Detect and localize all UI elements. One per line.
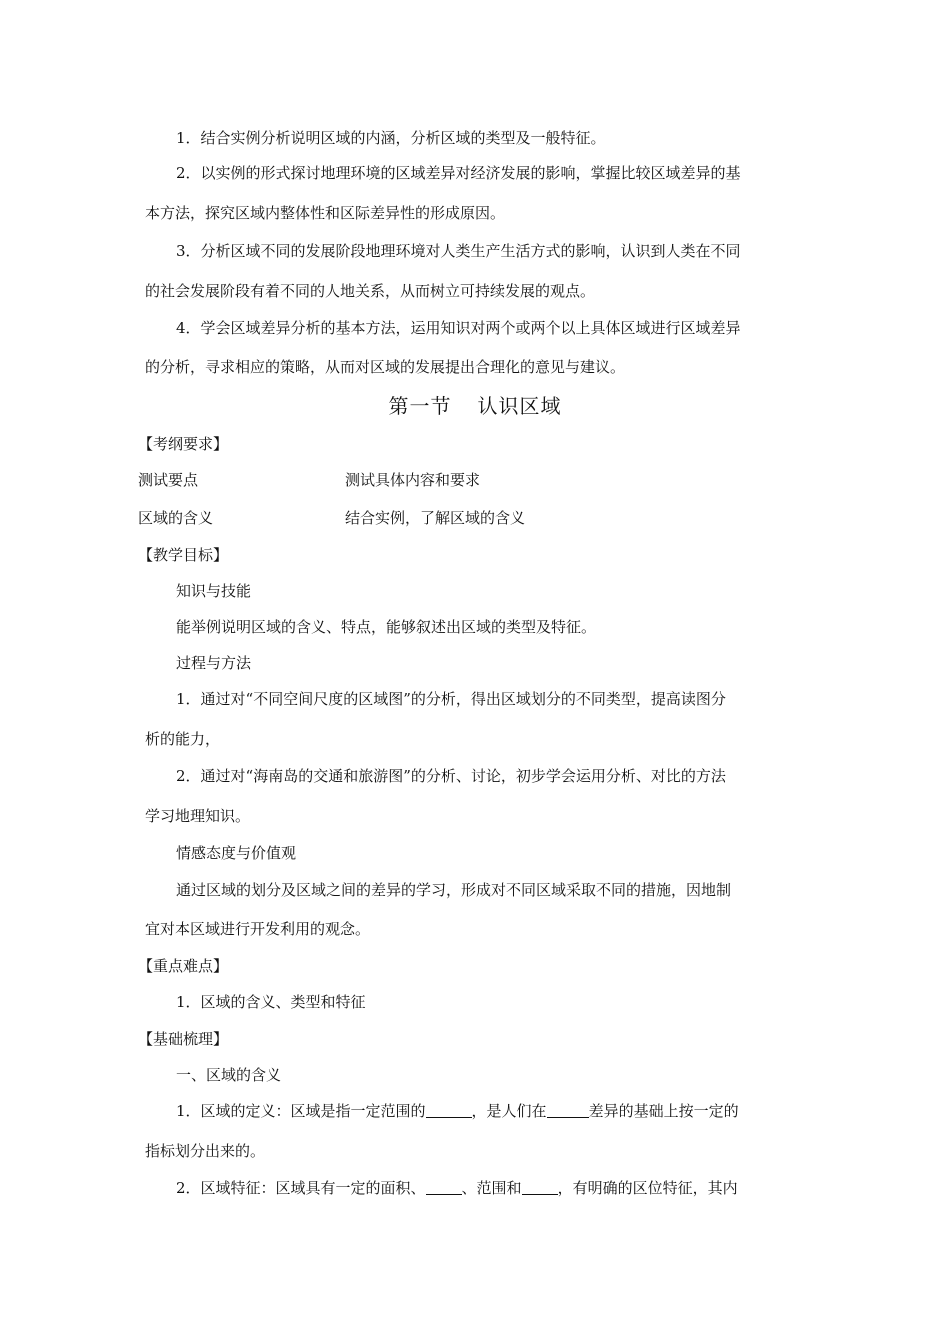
basics-subheading-1: 一、区域的含义: [176, 1066, 282, 1084]
process-title: 过程与方法: [176, 654, 252, 672]
process-item-1-line1: 1．通过对“不同空间尺度的区域图”的分析，得出区域划分的不同类型，提高读图分: [176, 690, 726, 708]
process-item-1-line2: 析的能力，: [145, 730, 221, 748]
objective-2-line1: 2．以实例的形式探讨地理环境的区域差异对经济发展的影响，掌握比较区域差异的基: [176, 164, 741, 182]
fill-blank-2[interactable]: [547, 1103, 589, 1118]
objective-1: 1．结合实例分析说明区域的内涵，分析区域的类型及一般特征。: [176, 129, 606, 147]
section-title: [0, 393, 950, 419]
feature-line1: [176, 1178, 738, 1198]
goals-heading: 【教学目标】: [138, 546, 229, 564]
section-name: 认识区域: [477, 394, 562, 418]
exam-heading: 【考纲要求】: [138, 435, 229, 453]
section-number: 第一节: [388, 394, 452, 418]
objective-2-line2: 本方法，探究区域内整体性和区际差异性的形成原因。: [145, 204, 506, 222]
emotion-title: 情感态度与价值观: [176, 844, 297, 862]
emotion-line2: 宜对本区域进行开发利用的观念。: [145, 920, 371, 938]
process-item-2-line1: 2．通过对“海南岛的交通和旅游图”的分析、讨论，初步学会运用分析、对比的方法: [176, 767, 726, 785]
fill-blank-1[interactable]: [426, 1103, 472, 1118]
feature-text-a: 2．区域特征：区域具有一定的面积、: [176, 1179, 426, 1197]
feature-text-c: ，有明确的区位特征，其内: [557, 1179, 738, 1197]
process-item-2-line2: 学习地理知识。: [145, 807, 251, 825]
definition-text-c: 差异的基础上按一定的: [588, 1102, 739, 1120]
objective-3-line2: 的社会发展阶段有着不同的人地关系，从而树立可持续发展的观点。: [145, 282, 596, 300]
exam-row-point: 区域的含义: [138, 509, 214, 527]
knowledge-title: 知识与技能: [176, 582, 252, 600]
exam-col-header-point: 测试要点: [138, 471, 199, 489]
objective-4-line1: 4．学会区域差异分析的基本方法，运用知识对两个或两个以上具体区域进行区域差异: [176, 319, 741, 337]
objective-3-line1: 3．分析区域不同的发展阶段地理环境对人类生产生活方式的影响，认识到人类在不同: [176, 242, 741, 260]
definition-text-b: ，是人们在: [471, 1102, 547, 1120]
definition-text-a: 1．区域的定义：区域是指一定范围的: [176, 1102, 426, 1120]
definition-line2: 指标划分出来的。: [145, 1142, 266, 1160]
definition-line1: [176, 1101, 739, 1121]
fill-blank-3[interactable]: [426, 1180, 462, 1195]
objective-4-line2: 的分析，寻求相应的策略，从而对区域的发展提出合理化的意见与建议。: [145, 358, 626, 376]
fill-blank-4[interactable]: [522, 1180, 558, 1195]
knowledge-text: 能举例说明区域的含义、特点，能够叙述出区域的类型及特征。: [176, 618, 597, 636]
key-points-heading: 【重点难点】: [138, 957, 229, 975]
key-point-1: 1．区域的含义、类型和特征: [176, 993, 366, 1011]
emotion-line1: 通过区域的划分及区域之间的差异的学习，形成对不同区域采取不同的措施，因地制: [176, 881, 732, 899]
feature-text-b: 、范围和: [461, 1179, 522, 1197]
exam-col-header-content: 测试具体内容和要求: [345, 471, 481, 489]
exam-row-content: 结合实例，了解区域的含义: [345, 509, 526, 527]
basics-heading: 【基础梳理】: [138, 1030, 229, 1048]
